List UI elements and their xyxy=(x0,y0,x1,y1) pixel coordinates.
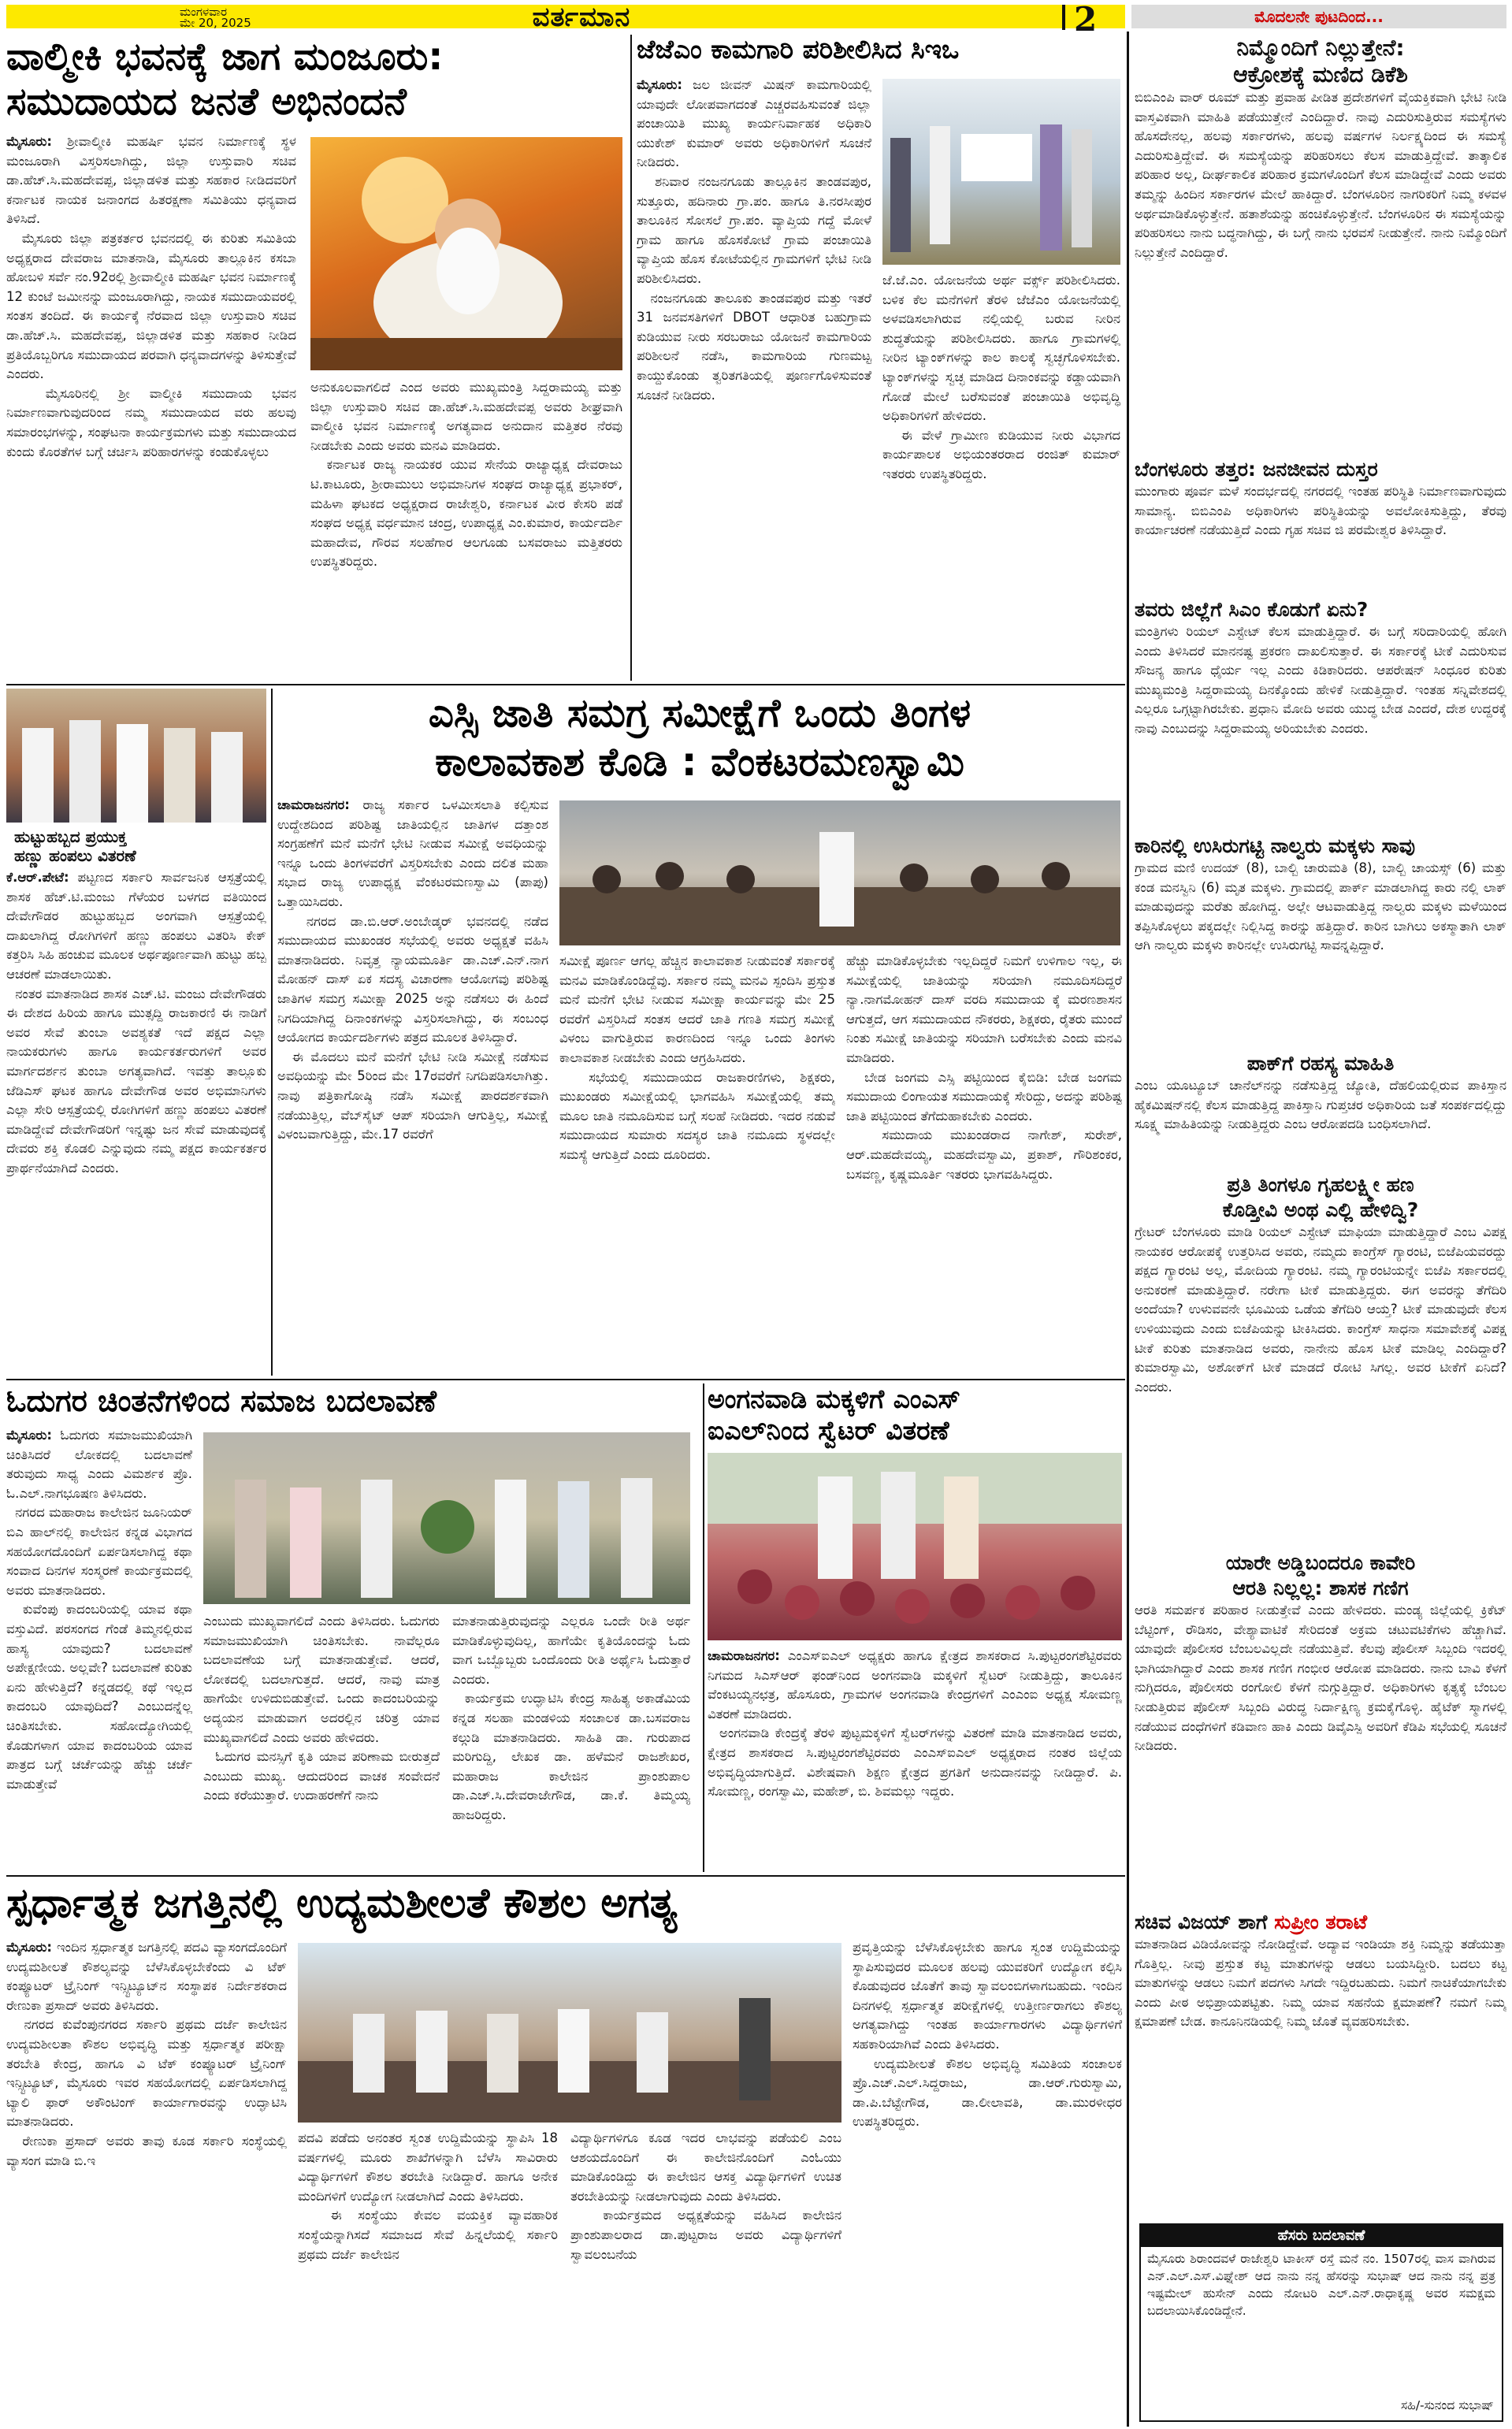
article-birthday xyxy=(6,689,266,1376)
masthead-title: ವರ್ತಮಾನ xyxy=(532,2,631,33)
valmiki-figure-icon xyxy=(310,137,622,370)
right-headline: ಪಾಕ್‌ಗೆ ರಹಸ್ಯ ಮಾಹಿತಿ xyxy=(1246,1052,1395,1075)
article-body-col3: ಹೆಚ್ಚು ಮಾಡಿಕೊಳ್ಳಬೇಕು ಇಲ್ಲದಿದ್ದರೆ ನಿಮಗೆ ಉಳಿಗಾಲ ಇಲ್ಲ, ಈ ಸಮೀಕ್ಷೆಯಲ್ಲಿ ಜಾತಿಯನ್ನು ಸರಿಯಾಗಿ ನಮೂದಿಸದಿದ್ದರೆ ನ್ಯಾ.ನಾಗಮೋಹನ್ ದಾಸ್ ವರದಿ ಸಮುದಾಯ ಕ್ಕೆ ಮರಣಶಾಸನ ಆಗುತ್ತದೆ, ಆಗ ಸಮುದಾಯದ ನೌಕರರು, ಶಿಕ್ಷಕರು, ರೈತರು ಮುಂದೆ ನಿಂತು ಸಮೀಕ್ಷೆ ಜಾತಿಯನ್ನು ಸರಿಯಾಗಿ ಬರೆಸಬೇಕು ಎಂದು ಮನವಿ ಮಾಡಿದರು. ಬೇಡ ಜಂಗಮ ಎಸ್ಸಿ ಪಟ್ಟಿಯಿಂದ ಕೈಬಿಡಿ: ಬೇಡ ಜಂಗಮ ಸಮುದಾಯ ಲಿಂಗಾಯತ ಸಮುದಾಯಕ್ಕೆ ಸೇರಿದ್ದು, ಅದನ್ನು ಪರಿಶಿಷ್ಟ ಜಾತಿ ಪಟ್ಟಿಯಿಂದ ತೆಗೆದುಹಾಕಬೇಕು ಎಂದರು. ಸಮುದಾಯ ಮುಖಂಡರಾದ ನಾಗೇಶ್, ಸುರೇಶ್, ಆರ್.ಮಹದೇವಯ್ಯ, ಮಹದೇವಸ್ವಾಮಿ, ಪ್ರಕಾಶ್, ಗೌರಿಶಂಕರ, ಬಸವಣ್ಣ, ಕೃಷ್ಣಮೂರ್ತಿ ಇತರರು ಭಾಗವಹಿಸಿದ್ದರು. xyxy=(846,953,1122,1182)
article-body-col2: ಎಂಬುದು ಮುಖ್ಯವಾಗಲಿದೆ ಎಂದು ತಿಳಿಸಿದರು. ಓದುಗರು ಸಮಾಜಮುಖಿಯಾಗಿ ಚಿಂತಿಸಬೇಕು. ನಾವೆಲ್ಲರೂ ಬದಲಾವಣೆಯ ಬಗ್ಗೆ ಮಾತನಾಡುತ್ತೇವೆ. ಆದರೆ, ಲೋಕದಲ್ಲಿ ಬದಲಾಗುತ್ತದೆ. ಆದರೆ, ನಾವು ಮಾತ್ರ ಹಾಗೆಯೇ ಉಳಿದುಬಿಡುತ್ತೇವೆ. ಒಂದು ಕಾದಂಬರಿಯನ್ನು ಅದ್ಯಯನ ಮಾಡುವಾಗ ಅದರಲ್ಲಿನ ಚರಿತ್ರ ಯಾವ ಮುಖ್ಯವಾಗಲಿದೆ ಎಂದು ಅವರು ಹೇಳಿದರು. ಓದುಗರ ಮನಸ್ಸಿಗೆ ಕೃತಿ ಯಾವ ಪರಿಣಾಮ ಬೀರುತ್ತದೆ ಎಂಬುದು ಮುಖ್ಯ. ಆದುದರಿಂದ ವಾಚಕ ಸಂವೇದನೆ ಎಂದು ಕರೆಯುತ್ತಾರೆ. ಉದಾಹರಣೆಗೆ ನಾನು xyxy=(203,1614,440,1803)
column-divider xyxy=(1127,32,1129,2427)
divider xyxy=(6,1875,1125,1877)
notice-body: ಮೈಸೂರು ಶಿರಾಂದವಳೆ ರಾಜೇಶ್ವರಿ ಟಾಕೀಸ್ ರಸ್ತೆ ಮನೆ ನಂ. 1507ರಲ್ಲಿ ವಾಸ ವಾಗಿರುವ ಎನ್.ಎಲ್.ಎಸ್.ವಿಘ್ನೇಶ್ ಆದ ನಾನು ನನ್ನ ಹೆಸರನ್ನು ಸುಭಾಷ್ ಆದ ನಾನು ನನ್ನ ಪ್ರತ್ರ ಇಷ್ಟಮೇಲ್ ಹುಸೇನ್ ಎಂದು ನೋಟರಿ ಎಲ್.ಎನ್.ರಾಧಾಕೃಷ್ಣ ಅವರ ಸಮಕ್ಷಮ ಬದಲಾಯಿಸಿಕೊಂಡಿದ್ದೇನೆ. xyxy=(1147,2252,1495,2318)
right-column-continuations xyxy=(1135,35,1506,2427)
continued-from-front-label: ಮೊದಲನೇ ಪುಟದಿಂದ... xyxy=(1131,5,1506,28)
divider xyxy=(6,1379,1125,1380)
divider xyxy=(271,689,273,1376)
fruit-distribution-photo xyxy=(6,689,266,823)
article-body-col2: ಅನುಕೂಲವಾಗಲಿದೆ ಎಂದ ಅವರು ಮುಖ್ಯಮಂತ್ರಿ ಸಿದ್ದರಾಮಯ್ಯ ಮತ್ತು ಜಿಲ್ಲಾ ಉಸ್ತುವಾರಿ ಸಚಿವ ಡಾ.ಹೆಚ್.ಸಿ.ಮಹದೇವಪ್ಪ ಅವರು ಶೀಘ್ರವಾಗಿ ವಾಲ್ಮೀಕಿ ಭವನ ನಿರ್ಮಾಣಕ್ಕೆ ಅಗತ್ಯವಾದ ಅನುದಾನ ಮತ್ತಿತರ ನೆರವು ನೀಡಬೇಕು ಎಂದು ಅವರು ಮನವಿ ಮಾಡಿದರು. ಕರ್ನಾಟಕ ರಾಜ್ಯ ನಾಯಕರ ಯುವ ಸೇನೆಯ ರಾಜ್ಯಾಧ್ಯಕ್ಷ ದೇವರಾಜು ಟಿ.ಕಾಟೂರು, ಶ್ರೀರಾಮುಲು ಅಭಿಮಾನಿಗಳ ಸಂಘದ ರಾಜ್ಯಾಧ್ಯಕ್ಷ ಪ್ರಭಾಕರ್, ಮಹಿಳಾ ಘಟಕದ ಅಧ್ಯಕ್ಷರಾದ ರಾಜೇಶ್ವರಿ, ಕರ್ನಾಟಕ ವೀರ ಕೇಸರಿ ಪಡೆ ಸಂಘದ ಅಧ್ಯಕ್ಷ ವರ್ಧಮಾನ ಚಂದ್ರ, ಉಪಾಧ್ಯಕ್ಷ ಎಂ.ಕುಮಾರ, ಕಾರ್ಯದರ್ಶಿ ಮಹಾದೇವ, ಗೌರವ ಸಲಹೆಗಾರ ಆಲಗೂಡು ಬಸವರಾಜು ಮತ್ತಿತರರು ಉಪಸ್ಥಿತರಿದ್ದರು. xyxy=(310,380,622,570)
meeting-photo xyxy=(559,800,1120,945)
article-body-col1: ಮೈಸೂರು: ಓದುಗರು ಸಮಾಜಮುಖಿಯಾಗಿ ಚಿಂತಿಸಿದರೆ ಲೋಕದಲ್ಲಿ ಬದಲಾವಣೆ ತರುವುದು ಸಾಧ್ಯ ಎಂದು ವಿಮರ್ಶಕ ಪ್ರೊ. ಓ.ಎಲ್.ನಾಗಭೂಷಣ ತಿಳಿಸಿದರು. ನಗರದ ಮಹಾರಾಜ ಕಾಲೇಜಿನ ಜೂನಿಯರ್ ಬಿಎ ಹಾಲ್‌ನಲ್ಲಿ ಕಾಲೇಜಿನ ಕನ್ನಡ ವಿಭಾಗದ ಸಹಯೋಗದೊಂದಿಗೆ ಏರ್ಪಡಿಸಲಾಗಿದ್ದ ಕಥಾ ಸಂವಾದ ದಿನಗಳ ಸಂಸ್ಮರಣೆ ಕಾರ್ಯಕ್ರಮದಲ್ಲಿ ಅವರು ಮಾತನಾಡಿದರು. ಕುವೆಂಪು ಕಾದಂಬರಿಯಲ್ಲಿ ಯಾವ ಕಥಾ ವಸ್ತುವಿದೆ. ಪರಸಂಗದ ಗೆಂಡೆ ತಿಮ್ಮನಲ್ಲಿರುವ ಹಾಸ್ಯ ಯಾವುದು? ಬದಲಾವಣೆ ಅಪೇಕ್ಷಣೀಯ. ಅಲ್ಲವೇ? ಬದಲಾವಣೆ ಕುರಿತು ಏನು ಹೇಳುತ್ತಿದೆ? ಕನ್ನಡದಲ್ಲಿ ಕಥೆ ಇಲ್ಲದ ಕಾದಂಬರಿ ಯಾವುದಿದೆ? ಎಂಬುದನ್ನೆಲ್ಲ ಚಿಂತಿಸಬೇಕು. ಸಹೋದ್ಯೋಗಿಯಲ್ಲಿ ಕೊಡುಗಳಾಗ ಯಾವ ಕಾದಂಬರಿಯ ಯಾವ ಪಾತ್ರದ ಬಗ್ಗೆ ಚರ್ಚೆಯನ್ನು ಹೆಚ್ಚು ಚರ್ಚೆ ಮಾಡುತ್ತೇವೆ xyxy=(6,1428,192,1792)
right-headline: ಬೆಂಗಳೂರು ತತ್ತರ: ಜನಜೀವನ ದುಸ್ತರ xyxy=(1135,458,1378,481)
right-headline: ಕಾರಿನಲ್ಲಿ ಉಸಿರುಗಟ್ಟಿ ನಾಲ್ವರು ಮಕ್ಕಳು ಸಾವು xyxy=(1135,834,1416,857)
article-headline: ಎಸ್ಸಿ ಜಾತಿ ಸಮಗ್ರ ಸಮೀಕ್ಷೆಗೆ ಒಂದು ತಿಂಗಳ ಕಾಲಾವಕಾಶ ಕೊಡಿ : ವೆಂಕಟರಮಣಸ್ವಾಮಿ xyxy=(428,690,971,785)
name-change-notice xyxy=(1139,2223,1503,2422)
article-body-col1: ಚಾಮರಾಜನಗರ: ರಾಜ್ಯ ಸರ್ಕಾರ ಒಳಮೀಸಲಾತಿ ಕಲ್ಪಿಸುವ ಉದ್ದೇಶದಿಂದ ಪರಿಶಿಷ್ಟ ಜಾತಿಯಲ್ಲಿನ ಜಾತಿಗಳ ದತ್ತಾಂಶ ಸಂಗ್ರಹಣೆಗೆ ಮನೆ ಮನೆಗೆ ಭೇಟಿ ನೀಡುವ ಸಮೀಕ್ಷೆ ಅವಧಿಯನ್ನು ಇನ್ನೂ ಒಂದು ತಿಂಗಳವರೆಗೆ ವಿಸ್ತರಿಸಬೇಕು ಎಂದು ದಲಿತ ಮಹಾ ಸಭಾದ ರಾಜ್ಯ ಉಪಾಧ್ಯಕ್ಷ ವೆಂಕಟರಮಣಸ್ವಾಮಿ (ಪಾಪು) ಒತ್ತಾಯಿಸಿದರು. ನಗರದ ಡಾ.ಬಿ.ಆರ್.ಅಂಬೇಡ್ಕರ್ ಭವನದಲ್ಲಿ ನಡೆದ ಸಮುದಾಯದ ಮುಖಂಡರ ಸಭೆಯಲ್ಲಿ ಅವರು ಅಧ್ಯಕ್ಷತೆ ವಹಿಸಿ ಮಾತನಾಡಿದರು. ನಿವೃತ್ತ ನ್ಯಾಯಮೂರ್ತಿ ಡಾ.ಎಚ್.ಎನ್.ನಾಗ ಮೋಹನ್ ದಾಸ್ ಏಕ ಸದಸ್ಯ ವಿಚಾರಣಾ ಆಯೋಗವು ಪರಿಶಿಷ್ಟ ಜಾತಿಗಳ ಸಮಗ್ರ ಸಮೀಕ್ಷಾ 2025 ಅನ್ನು ನಡೆಸಲು ಈ ಹಿಂದೆ ನಿಗದಿಯಾಗಿದ್ದ ದಿನಾಂಕಗಳನ್ನು ವಿಸ್ತರಿಸಲಾಗಿದ್ದು, ಈ ಸಂಬಂಧ ಆಯೋಗದ ಕಾರ್ಯದರ್ಶಿಗಳು ಪತ್ರದ ಮೂಲಕ ತಿಳಿಸಿದ್ದಾರೆ. ಈ ಮೊದಲು ಮನೆ ಮನೆಗೆ ಭೇಟಿ ನೀಡಿ ಸಮೀಕ್ಷೆ ನಡೆಸುವ ಅವಧಿಯನ್ನು ಮೇ 5ರಿಂದ ಮೇ 17ರವರೆಗೆ ನಿಗದಿಪಡಿಸಲಾಗಿತ್ತು. ನಾವು ಪತ್ರಿಕಾಗೋಷ್ಠಿ ನಡೆಸಿ ಸಮೀಕ್ಷೆ ಪಾರದರ್ಶಕವಾಗಿ ನಡೆಯುತ್ತಿಲ್ಲ, ವೆಬ್‌ಸೈಟ್ ಆಪ್ ಸರಿಯಾಗಿ ಆಗುತ್ತಿಲ್ಲ, ಸಮೀಕ್ಷೆ ವಿಳಂಬವಾಗುತ್ತಿದ್ದು, ಮೇ.17 ರವರೆಗೆ xyxy=(277,797,548,1142)
page-number-divider xyxy=(1062,5,1065,30)
article-body: ಚಾಮರಾಜನಗರ: ಎಂಎಸ್‌ಐಎಲ್ ಅಧ್ಯಕ್ಷರು ಹಾಗೂ ಕ್ಷೇತ್ರದ ಶಾಸಕರಾದ ಸಿ.ಪುಟ್ಟರಂಗಶೆಟ್ಟಿರವರು ನಿಗಮದ ಸಿಎಸ್ಆರ್ ಫಂಡ್‌ನಿಂದ ಅಂಗನವಾಡಿ ಮಕ್ಕಳಿಗೆ ಸ್ವೆಟರ್ ನೀಡುತ್ತಿದ್ದು, ತಾಲೂಕಿನ ವೆಂಕಟಯ್ಯನಛತ್ರ, ಹೊಸೂರು, ಗ್ರಾಮಗಳ ಅಂಗನವಾಡಿ ಕೇಂದ್ರಗಳಿಗೆ ಎಂಎಂಐ ಅಧ್ಯಕ್ಷ ಸೋಮಣ್ಣ ವಿತರಣೆ ಮಾಡಿದರು. ಅಂಗನವಾಡಿ ಕೇಂದ್ರಕ್ಕೆ ತೆರಳಿ ಪುಟ್ಟಮಕ್ಕಳಿಗೆ ಸ್ವೆಟರ್‌ಗಳನ್ನು ವಿತರಣೆ ಮಾಡಿ ಮಾತನಾಡಿದ ಅವರು, ಕ್ಷೇತ್ರದ ಶಾಸಕರಾದ ಸಿ.ಪುಟ್ಟರಂಗಶೆಟ್ಟಿರವರು ಎಂಎಸ್‌ಐಎಲ್ ಅಧ್ಯಕ್ಷರಾದ ನಂತರ ಜಿಲ್ಲೆಯ ಅಭಿವೃದ್ಧಿಯಾಗುತ್ತಿದೆ. ವಿಶೇಷವಾಗಿ ಶಿಕ್ಷಣ ಕ್ಷೇತ್ರದ ಪ್ರಗತಿಗೆ ಅನುದಾನವನ್ನು ನೀಡಿದ್ದಾರೆ. ಪಿ. ಸೋಮಣ್ಣ, ರಂಗಸ್ವಾಮಿ, ಮಹೇಶ್, ಬಿ. ಶಿವಮಲ್ಲು ಇದ್ದರು. xyxy=(708,1648,1122,1799)
ceo-inspection-photo xyxy=(882,79,1120,265)
article-anganwadi xyxy=(708,1383,1122,1872)
right-body: ಆರತಿ ಸಮರ್ಪಕ ಪರಿಹಾರ ನೀಡುತ್ತೇವೆ ಎಂದು ಹೇಳಿದರು. ಮಂಡ್ಯ ಜಿಲ್ಲೆಯಲ್ಲಿ ಕ್ರಿಕೆಟ್ ಬೆಟ್ಟಿಂಗ್, ರೌಡಿಸಂ, ವೇಶ್ಯಾವಾಟಿಕೆ ಸೇರಿದಂತೆ ಅಕ್ರಮ ಚಟುವಟಿಕೆಗಳು ಹೆಚ್ಚಾಗಿವೆ. ಯಾವುದೇ ಪೊಲೀಸರ ಬೆಂಬಲವಿಲ್ಲದೇ ನಡೆಯುತ್ತಿವೆ. ಕೆಲವು ಪೊಲೀಸ್ ಸಿಬ್ಬಂದಿ ಇದರಲ್ಲಿ ಭಾಗಿಯಾಗಿದ್ದಾರೆ ಎಂದು ಶಾಸಕ ಗಣಿಗ ಗಂಭೀರ ಆರೋಪ ಮಾಡಿದರು. ನಾನು ಬಾವಿ ಕೆಳಗೆ ನುಗ್ಗಿದರೂ, ಪೊಲೀಸರು ರಂಗೋಲಿ ಕೆಳಗೆ ನುಗ್ಗುತ್ತಿದ್ದಾರೆ. ಅಧಿಕಾರಿಗಳು ಕೃತ್ಯಕ್ಕೆ ಬೆಂಬಲ ನೀಡುತ್ತಿರುವ ಪೊಲೀಸ್ ಸಿಬ್ಬಂದಿ ವಿರುದ್ಧ ನಿರ್ದಾಕ್ಷಿಣ್ಯ ಕ್ರಮಕೈಗೊಳ್ಳಿ. ಹೈಟೆಕ್ ಸ್ಮಾಗಳಲ್ಲಿ ನಡೆಯುವ ದಂಧೆಗಳಿಗೆ ಕಡಿವಾಣ ಹಾಕಿ ಎಂದು ಡಿವೈಎಸ್ಪಿ ಅವರಿಗೆ ಕೆಡಿಪಿ ಸಭೆಯಲ್ಲಿ ಸೂಚನೆ ನೀಡಿದರು. xyxy=(1135,1603,1506,1754)
workshop-photo xyxy=(298,1943,841,2123)
article-body-col2: ಸಮೀಕ್ಷೆ ಪೂರ್ಣ ಆಗಲ್ಲ ಹೆಚ್ಚಿನ ಕಾಲಾವಕಾಶ ನೀಡುವಂತೆ ಸರ್ಕಾರಕ್ಕೆ ಮನವಿ ಮಾಡಿಕೊಂಡಿದ್ದೆವು. ಸರ್ಕಾರ ನಮ್ಮ ಮನವಿ ಸ್ಪಂದಿಸಿ ಪ್ರಸ್ತುತ ಮನೆ ಮನೆಗೆ ಭೇಟಿ ನೀಡುವ ಸಮೀಕ್ಷಾ ಕಾರ್ಯವನ್ನು ಮೇ 25 ರವರೆಗೆ ವಿಸ್ತರಿಸಿದೆ ಸಂತಸ ಆದರೆ ಜಾತಿ ಗಣತಿ ಸಮಗ್ರ ಸಮೀಕ್ಷೆ ವಿಳಂಬ ವಾಗುತ್ತಿರುವ ಕಾರಣದಿಂದ ಇನ್ನೂ ಒಂದು ತಿಂಗಳು ಕಾಲಾವಕಾಶ ನೀಡಬೇಕು ಎಂದು ಆಗ್ರಹಿಸಿದರು. ಸಭೆಯಲ್ಲಿ ಸಮುದಾಯದ ರಾಜಕಾರಣಿಗಳು, ಶಿಕ್ಷಕರು, ಮುಖಂಡರು ಸಮೀಕ್ಷೆಯಲ್ಲಿ ಭಾಗವಹಿಸಿ ಸಮೀಕ್ಷೆಯಲ್ಲಿ ತಮ್ಮ ಮೂಲ ಜಾತಿ ನಮೂದಿಸುವ ಬಗ್ಗೆ ಸಲಹೆ ನೀಡಿದರು. ಇದರ ನಡುವೆ ಸಮುದಾಯದ ಸುಮಾರು ಸದಸ್ಯರ ಜಾತಿ ನಮೂದು ಸ್ಥಳದಲ್ಲೇ ಸಮಸ್ಯೆ ಆಗುತ್ತಿದೆ ಎಂದು ದೂರಿದರು. xyxy=(559,953,835,1162)
right-body: ಮಾತನಾಡಿದ ವಿಡಿಯೋವನ್ನು ನೋಡಿದ್ದೇವೆ. ಅದ್ಯಾವ ಇಂಡಿಯಾ ಶಕ್ತಿ ನಿಮ್ಮನ್ನು ತಡೆಯುತ್ತಾ ಗೊತ್ತಿಲ್ಲ. ನೀವು ಪ್ರಸ್ತುತ ಕಟ್ಟ ಮಾತುಗಳನ್ನು ಆಡಲು ಬಯಸಿದ್ದೀರಿ. ಬದಲು ಕಟ್ಟ ಮಾತುಗಳನ್ನು ಆಡಲು ನಿಮಗೆ ಪದಗಳು ಸಿಗದೇ ಇದ್ದಿರಬಹುದು. ನಿಮಗೆ ನಾಚಿಕೆಯಾಗಬೇಕು ಎಂದು ಪೀಠ ಅಭಿಪ್ರಾಯಪಟ್ಟಿತು. ನಿಮ್ಮ ಯಾವ ಸಹನೆಯ ಕ್ಷಮಾಪಣೆ? ನಮಗೆ ನಿಮ್ಮ ಕ್ಷಮಾಪಣೆ ಬೇಡ. ಕಾನೂನಿನಡಿಯಲ್ಲಿ ನಿಮ್ಮ ಜೊತೆ ವ್ಯವಹರಿಸಬೇಕು. xyxy=(1135,1937,1506,2030)
divider xyxy=(630,35,632,681)
article-body-col1: ಮೈಸೂರು: ಶ್ರೀವಾಲ್ಮೀಕಿ ಮಹರ್ಷಿ ಭವನ ನಿರ್ಮಾಣಕ್ಕೆ ಸ್ಥಳ ಮಂಜೂರಾಗಿ ವಿಸ್ತರಿಸಲಾಗಿದ್ದು, ಜಿಲ್ಲಾ ಉಸ್ತುವಾರಿ ಸಚಿವ ಡಾ.ಹೆಚ್.ಸಿ.ಮಹದೇವಪ್ಪ, ಜಿಲ್ಲಾಡಳಿತ ಮತ್ತು ಸಹಕಾರ ನೀಡಿದವರಿಗೆ ಕರ್ನಾಟಕ ನಾಯಕ ಜನಾಂಗದ ಹಿತರಕ್ಷಣಾ ಸಮಿತಿಯು ಧನ್ಯವಾದ ತಿಳಿಸಿದೆ. ಮೈಸೂರು ಜಿಲ್ಲಾ ಪತ್ರಕರ್ತರ ಭವನದಲ್ಲಿ ಈ ಕುರಿತು ಸಮಿತಿಯ ಅಧ್ಯಕ್ಷರಾದ ದೇವರಾಜ ಮಾತನಾಡಿ, ಮೈಸೂರು ತಾಲ್ಲೂಕಿನ ಕಸಬಾ ಹೋಬಳಿ ಸರ್ವೆ ನಂ.92ರಲ್ಲಿ ಶ್ರೀವಾಲ್ಮೀಕಿ ಮಹರ್ಷಿ ಭವನ ನಿರ್ಮಾಣಕ್ಕೆ 12 ಕುಂಟೆ ಜಮೀನನ್ನು ಮಂಜೂರಾಗಿದ್ದು, ನಾಯಕ ಸಮುದಾಯವರಲ್ಲಿ ಸಂತಸ ತಂದಿದೆ. ಈ ಕಾರ್ಯಕ್ಕೆ ನೆರವಾದ ಜಿಲ್ಲಾ ಉಸ್ತುವಾರಿ ಸಚಿವ ಡಾ.ಹೆಚ್.ಸಿ. ಮಹದೇವಪ್ಪ, ಜಿಲ್ಲಾಡಳಿತ ಮತ್ತು ಸಹಕಾರ ನೀಡಿದ ಪ್ರತಿಯೊಬ್ಬರಿಗೂ ಸಮುದಾಯದ ಪರವಾಗಿ ಧನ್ಯವಾದಗಳನ್ನು ತಿಳಿಸುತ್ತೇವೆ ಎಂದರು. ಮೈಸೂರಿನಲ್ಲಿ ಶ್ರೀ ವಾಲ್ಮೀಕಿ ಸಮುದಾಯ ಭವನ ನಿರ್ಮಾಣವಾಗುವುದರಿಂದ ನಮ್ಮ ಸಮುದಾಯದ ವರು ಹಲವು ಸಮಾರಂಭಗಳನ್ನು, ಸಂಘಟನಾ ಕಾರ್ಯಕ್ರಮಗಳು ಮತ್ತು ಸಮುದಾಯದ ಕುಂದು ಕೊರತೆಗಳ ಬಗ್ಗೆ ಚರ್ಚಿಸಿ ಪರಿಹಾರಗಳನ್ನು ಕಂಡುಕೊಳ್ಳಲು xyxy=(6,134,296,459)
people-group-icon xyxy=(882,79,1120,265)
notice-title: ಹೆಸರು ಬದಲಾವಣೆ xyxy=(1141,2225,1502,2247)
article-valmiki xyxy=(6,35,627,681)
people-group-icon xyxy=(559,800,1120,945)
article-headline: ಅಂಗನವಾಡಿ ಮಕ್ಕಳಿಗೆ ಎಂಎಸ್ ಐಎಲ್‌ನಿಂದ ಸ್ವೆಟರ್ ವಿತರಣೆ xyxy=(708,1383,960,1446)
article-body-col2: ಜೆ.ಜೆ.ಎಂ. ಯೋಜನೆಯ ಅರ್ಥ ವರ್ಕ್ಸ್ ಪರಿಶೀಲಿಸಿದರು. ಬಳಿಕ ಕೆಲ ಮನೆಗಳಿಗೆ ತೆರಳಿ ಜೆಜೆಎಂ ಯೋಜನೆಯಲ್ಲಿ ಅಳವಡಿಸಲಾಗಿರುವ ನಲ್ಲಿಯಲ್ಲಿ ಬರುವ ನೀರಿನ ಶುದ್ಧತೆಯನ್ನು ಪರಿಶೀಲಿಸಿದರು. ಹಾಗೂ ಗ್ರಾಮಗಳಲ್ಲಿ ನೀರಿನ ಟ್ಯಾಂಕ್‌ಗಳನ್ನು ಕಾಲ ಕಾಲಕ್ಕೆ ಸ್ವಚ್ಛಗೊಳಿಸಬೇಕು. ಟ್ಯಾಂಕ್‌ಗಳನ್ನು ಸ್ವಚ್ಛ ಮಾಡಿದ ದಿನಾಂಕವನ್ನು ಕಡ್ಡಾಯವಾಗಿ ಗೋಡೆ ಮೇಲೆ ಬರೆಸುವಂತೆ ಪಂಚಾಯಿತಿ ಅಭಿವೃದ್ಧಿ ಅಧಿಕಾರಿಗಳಿಗೆ ಹೇಳಿದರು. ಈ ವೇಳೆ ಗ್ರಾಮೀಣ ಕುಡಿಯುವ ನೀರು ವಿಭಾಗದ ಕಾರ್ಯಪಾಲಕ ಅಭಿಯಂತರರಾದ ರಂಜಿತ್ ಕುಮಾರ್ ಇತರರು ಉಪಸ್ಥಿತರಿದ್ದರು. xyxy=(882,273,1120,481)
right-body: ಮುಂಗಾರು ಪೂರ್ವ ಮಳೆ ಸಂದರ್ಭದಲ್ಲಿ ನಗರದಲ್ಲಿ ಇಂತಹ ಪರಿಸ್ಥಿತಿ ನಿರ್ಮಾಣವಾಗುವುದು ಸಾಮಾನ್ಯ. ಬಿಬಿಎಂಪಿ ಅಧಿಕಾರಿಗಳು ಪರಿಸ್ಥಿತಿಯನ್ನು ಅವಲೋಕಿಸುತ್ತಿದ್ದು, ತೆರವು ಕಾರ್ಯಾಚರಣೆ ನಡೆಯುತ್ತಿದೆ ಎಂದು ಗೃಹ ಸಚಿವ ಜಿ ಪರಮೇಶ್ವರ ತಿಳಿಸಿದ್ದಾರೆ. xyxy=(1135,484,1506,538)
right-body: ಮಂತ್ರಿಗಳು ರಿಯಲ್ ಎಸ್ಟೇಟ್ ಕೆಲಸ ಮಾಡುತ್ತಿದ್ದಾರೆ. ಈ ಬಗ್ಗೆ ಸರಿದಾರಿಯಲ್ಲಿ ಹೋಗಿ ಎಂದು ತಿಳಿಸಿದರೆ ಮಾನನಷ್ಟ ಪ್ರಕರಣ ದಾಖಲಿಸುತ್ತಾರೆ. ಈ ಸರ್ಕಾರಕ್ಕೆ ಟೀಕೆ ಎದುರಿಸುವ ಸೌಜನ್ಯ ಹಾಗೂ ಧೈರ್ಯ ಇಲ್ಲ ಎಂದು ಕಿಡಿಕಾರಿದರು. ಆಪರೇಷನ್ ಸಿಂಧೂರ ಕುರಿತು ಮುಖ್ಯಮಂತ್ರಿ ಸಿದ್ದರಾಮಯ್ಯ ದಿನಕ್ಕೊಂದು ಹೇಳಿಕೆ ನೀಡುತ್ತಿದ್ದಾರೆ. ಇಂತಹ ಸನ್ನಿವೇಶದಲ್ಲಿ ಎಲ್ಲರೂ ಒಗ್ಗಟ್ಟಾಗಿರಬೇಕು. ಪ್ರಧಾನಿ ಮೋದಿ ಅವರು ಯುದ್ಧ ಬೇಡ ಎಂದರೆ, ದೇಶ ಉದ್ದರಕ್ಕೆ ನಾವು ಎಂಬುದನ್ನು ಸಿದ್ದರಾಮಯ್ಯ ಅರಿಯಬೇಕು ಎಂದರು. xyxy=(1135,624,1506,736)
article-headline: ಓದುಗರ ಚಿಂತನೆಗಳಿಂದ ಸಮಾಜ ಬದಲಾವಣೆ xyxy=(6,1383,437,1418)
right-headline: ಯಾರೇ ಅಡ್ಡಿಬಂದರೂ ಕಾವೇರಿ ಆರತಿ ನಿಲ್ಲಲ್ಲ: ಶಾಸಕ ಗಣಿಗ xyxy=(1225,1551,1416,1599)
article-readers xyxy=(6,1383,700,1872)
masthead-day-date: ಮಂಗಳವಾರ ಮೇ 20, 2025 xyxy=(180,5,251,30)
right-headline: ಸಚಿವ ವಿಜಯ್ ಶಾಗೆ ಸುಪ್ರೀಂ ತರಾಟೆ xyxy=(1135,1911,1368,1933)
valmiki-portrait-photo xyxy=(310,137,622,370)
right-headline: ನಿಮ್ಮೊಂದಿಗೆ ನಿಲ್ಲುತ್ತೇನೆ: ಆಕ್ರೋಶಕ್ಕೆ ಮಣಿದ ಡಿಕೆಶಿ xyxy=(1233,35,1408,87)
right-headline: ಪ್ರತಿ ತಿಂಗಳೂ ಗೃಹಲಕ್ಷ್ಮೀ ಹಣ ಕೊಡ್ತೀವಿ ಅಂಥ ಎಲ್ಲಿ ಹೇಳಿದ್ವಿ? xyxy=(1222,1173,1419,1221)
article-sc-survey xyxy=(277,689,1122,1376)
notice-signature: ಸಹಿ/-ಸುನಂದ ಸುಭಾಷ್ xyxy=(1400,2398,1494,2412)
book-event-photo xyxy=(203,1432,690,1604)
article-body-col1: ಮೈಸೂರು: ಜಲ ಜೀವನ್ ಮಿಷನ್ ಕಾಮಗಾರಿಯಲ್ಲಿ ಯಾವುದೇ ಲೋಪವಾಗದಂತೆ ಎಚ್ಚರವಹಿಸುವಂತೆ ಜಿಲ್ಲಾ ಪಂಚಾಯಿತಿ ಮುಖ್ಯ ಕಾರ್ಯನಿರ್ವಾಹಕ ಅಧಿಕಾರಿ ಯುಕೇಶ್ ಕುಮಾರ್ ಅವರು ಅಧಿಕಾರಿಗಳಿಗೆ ಸೂಚನೆ ನೀಡಿದರು. ಶನಿವಾರ ನಂಜನಗೂಡು ತಾಲ್ಲೂಕಿನ ತಾಂಡವಪುರ, ಸುತ್ತೂರು, ಹದಿನಾರು ಗ್ರಾ.ಪಂ. ಹಾಗೂ ತಿ.ನರಸೀಪುರ ತಾಲೂಕಿನ ಸೋಸಲೆ ಗ್ರಾ.ಪಂ. ವ್ಯಾಪ್ತಿಯ ಗದ್ದೆ ಮೋಳೆ ಗ್ರಾಮ ಹಾಗೂ ಹೊಸಕೋಟೆ ಗ್ರಾಮ ಪಂಚಾಯಿತಿ ವ್ಯಾಪ್ತಿಯ ಹೊಸ ಕೋಟೆಯಲ್ಲಿನ ಗ್ರಾಮಗಳಿಗೆ ಭೇಟಿ ನೀಡಿ ಪರಿಶೀಲಿಸಿದರು. ನಂಜನಗೂಡು ತಾಲೂಕು ತಾಂಡವಪುರ ಮತ್ತು ಇತರೆ 31 ಜನವಸತಿಗಳಿಗೆ DBOT ಆಧಾರಿತ ಬಹುಗ್ರಾಮ ಕುಡಿಯುವ ನೀರು ಸರಬರಾಜು ಯೋಜನೆ ಕಾಮಗಾರಿಯ ಪರಿಶೀಲನೆ ನಡೆಸಿ, ಕಾಮಗಾರಿಯ ಗುಣಮಟ್ಟ ಕಾಯ್ದುಕೊಂಡು ತ್ವರಿತಗತಿಯಲ್ಲಿ ಪೂರ್ಣಗೊಳಿಸುವಂತೆ ಸೂಚನೆ ನೀಡಿದರು. xyxy=(637,77,871,403)
divider xyxy=(6,684,1125,685)
page-number: 2 xyxy=(1074,0,1098,39)
article-headline: ವಾಲ್ಮೀಕಿ ಭವನಕ್ಕೆ ಜಾಗ ಮಂಜೂರು: ಸಮುದಾಯದ ಜನತೆ ಅಭಿನಂದನೆ xyxy=(6,35,444,124)
right-body: ಗ್ರಾಮದ ಮಣಿ ಉದಯ್ (8), ಬಾಲ್ಬಿ ಚಾರುಮತಿ (8), ಬಾಲ್ಬಿ ಚಾಯಸ್ಸ್ (6) ಮತ್ತು ಕಂಡ ಮನಸ್ವಿನಿ (6) ಮೃತ ಮಕ್ಕಳು. ಗ್ರಾಮದಲ್ಲಿ ಪಾರ್ಕ್ ಮಾಡಲಾಗಿದ್ದ ಕಾರು ನಲ್ಲಿ ಲಾಕ್ ಮಾಡುವುದನ್ನು ಮರೆತು ಹೋಗಿದ್ದ. ಅಲ್ಲೇ ಆಟವಾಡುತ್ತಿದ್ದ ನಾಲ್ವರು ಮಕ್ಕಳು ಮಳೆಯಿಂದ ತಪ್ಪಿಸಿಕೊಳ್ಳಲು ಪಕ್ಕದಲ್ಲೇ ನಿಲ್ಲಿಸಿದ್ದ ಕಾರನ್ನು ಹತ್ತಿದ್ದಾರೆ. ಕಾರಿನ ಬಾಗಿಲು ಅಕಸ್ಮಾತಾಗಿ ಲಾಕ್ ಆಗಿ ನಾಲ್ವರು ಮಕ್ಕಳು ಕಾರಿನಲ್ಲೇ ಉಸಿರುಗಟ್ಟಿ ಸಾವನ್ನಪ್ಪಿದ್ದಾರೆ. xyxy=(1135,860,1506,953)
article-entrepreneurship xyxy=(6,1880,1122,2427)
article-headline: ಜೆಜೆಎಂ ಕಾಮಗಾರಿ ಪರಿಶೀಲಿಸಿದ ಸಿಇಒ xyxy=(637,34,960,65)
photo-caption: ಹುಟ್ಟುಹಬ್ಬದ ಪ್ರಯುಕ್ತ ಹಣ್ಣು ಹಂಪಲು ವಿತರಣೆ xyxy=(14,827,136,865)
people-group-icon xyxy=(203,1432,690,1604)
right-headline: ತವರು ಜಿಲ್ಲೆಗೆ ಸಿಎಂ ಕೊಡುಗೆ ಏನು? xyxy=(1135,598,1369,621)
children-group-icon xyxy=(708,1453,1122,1640)
divider xyxy=(703,1383,704,1872)
sweater-distribution-photo xyxy=(708,1453,1122,1640)
right-body: ಬಿಬಿಎಂಪಿ ವಾರ್ ರೂಮ್ ಮತ್ತು ಪ್ರವಾಹ ಪೀಡಿತ ಪ್ರದೇಶಗಳಿಗೆ ವೈಯಕ್ತಿಕವಾಗಿ ಭೇಟಿ ನೀಡಿ ವಾಸ್ತವಿಕವಾಗಿ ಮಾಹಿತಿ ಪಡೆಯುತ್ತೇನೆ ಎಂದಿದ್ದಾರೆ. ನಾವು ಎದುರಿಸುತ್ತಿರುವ ಸಮಸ್ಯೆಗಳು ಹೊಸದೇನಲ್ಲ, ಹಲವು ಸರ್ಕಾರಗಳು, ಹಲವು ವರ್ಷಗಳ ನಿರ್ಲಕ್ಷ್ಯದಿಂದ ಈ ಸಮಸ್ಯೆ ಎದುರಿಸುತ್ತಿದ್ದೇವೆ. ಈ ಸಮಸ್ಯೆಯನ್ನು ಪರಿಹರಿಸಲು ಕೆಲಸ ಮಾಡುತ್ತಿದ್ದೇವೆ. ತಾತ್ಕಾಲಿಕ ಪರಿಹಾರ ಅಲ್ಲ, ದೀರ್ಘಕಾಲಿಕ ಪರಿಹಾರ ಕ್ರಮಗಳೊಂದಿಗೆ ಕೆಲಸ ಮಾಡಿದ್ದೇವೆ ಎಂದು ಅವರು ತಮ್ಮನ್ನು ಹಿಂದಿನ ಸರ್ಕಾರಗಳ ಮೇಲೆ ಹಾಕಿದ್ದಾರೆ. ಬೆಂಗಳೂರಿನ ನಾಗರಿಕರಿಗೆ ನಿಮ್ಮ ಕಳವಳ ಅರ್ಥಮಾಡಿಕೊಳ್ಳುತ್ತೇನೆ. ಹತಾಶೆಯನ್ನು ಹಂಚಿಕೊಳ್ಳುತ್ತೇನೆ. ಬೆಂಗಳೂರಿನ ಈ ಸಮಸ್ಯೆಯನ್ನು ಪರಿಹರಿಸಲು ನಾನು ಬದ್ಧನಾಗಿದ್ದು, ಈ ಬಗ್ಗೆ ನಾನು ಭರವಸೆ ನೀಡುತ್ತೇನೆ. ನಾನು ನಿಮ್ಮೊಂದಿಗೆ ನಿಲ್ಲುತ್ತೇನೆ ಎಂದಿದ್ದಾರೆ. xyxy=(1135,90,1506,260)
article-jjm xyxy=(637,35,1122,681)
article-body-col1: ಮೈಸೂರು: ಇಂದಿನ ಸ್ಪರ್ಧಾತ್ಮಕ ಜಗತ್ತಿನಲ್ಲಿ ಪದವಿ ವ್ಯಾಸಂಗದೊಂದಿಗೆ ಉದ್ಯಮಶೀಲತೆ ಕೌಶಲ್ಯವನ್ನು ಬೆಳೆಸಿಕೊಳ್ಳಬೇಕೆಂದು ವಿ ಟೆಕ್ ಕಂಪ್ಯೂಟರ್ ಟ್ರೈನಿಂಗ್ ಇನ್ಸ್ಟಿಟ್ಯೂಟ್‌ನ ಸಂಸ್ಥಾಪಕ ನಿರ್ದೇಶಕರಾದ ರೇಣುಕಾ ಪ್ರಸಾದ್ ಅವರು ತಿಳಿಸಿದರು. ನಗರದ ಕುವೆಂಪುನಗರದ ಸರ್ಕಾರಿ ಪ್ರಥಮ ದರ್ಜೆ ಕಾಲೇಜಿನ ಉದ್ಯಮಶೀಲತಾ ಕೌಶಲ ಅಭಿವೃದ್ಧಿ ಮತ್ತು ಸ್ಪರ್ಧಾತ್ಮಕ ಪರೀಕ್ಷಾ ತರಬೇತಿ ಕೇಂದ್ರ, ಹಾಗೂ ವಿ ಟೆಕ್ ಕಂಪ್ಯೂಟರ್ ಟ್ರೈನಿಂಗ್ ಇನ್ಸ್ಟಿಟ್ಯೂಟ್, ಮೈಸೂರು ಇವರ ಸಹಯೋಗದಲ್ಲಿ ಏರ್ಪಡಿಸಲಾಗಿದ್ದ ಟ್ಯಾಲಿ ಫಾರ್ ಅಕೌಂಟಿಂಗ್ ಕಾರ್ಯಾಗಾರವನ್ನು ಉದ್ಘಾಟಿಸಿ ಮಾತನಾಡಿದರು. ರೇಣುಕಾ ಪ್ರಸಾದ್ ಅವರು ತಾವು ಕೂಡ ಸರ್ಕಾರಿ ಸಂಸ್ಥೆಯಲ್ಲಿ ವ್ಯಾಸಂಗ ಮಾಡಿ ಬಿ.ಇ xyxy=(6,1940,287,2168)
article-headline: ಸ್ಪರ್ಧಾತ್ಮಕ ಜಗತ್ತಿನಲ್ಲಿ ಉದ್ಯಮಶೀಲತೆ ಕೌಶಲ ಅಗತ್ಯ xyxy=(6,1880,678,1927)
right-body: ಗ್ರೇಟರ್ ಬೆಂಗಳೂರು ಮಾಡಿ ರಿಯಲ್ ಎಸ್ಟೇಟ್ ಮಾಫಿಯಾ ಮಾಡುತ್ತಿದ್ದಾರೆ ಎಂಬ ವಿಪಕ್ಷ ನಾಯಕರ ಆರೋಪಕ್ಕೆ ಉತ್ತರಿಸಿದ ಅವರು, ನಮ್ಮದು ಕಾಂಗ್ರೆಸ್ ಗ್ಯಾರಂಟಿ, ಬಿಜೆಪಿಯವರದ್ದು ಪಕ್ಷದ ಗ್ಯಾರಂಟಿ ಅಲ್ಲ, ಮೋದಿಯ ಗ್ಯಾರಂಟಿ. ನಮ್ಮ ಗ್ಯಾರಂಟಿಯನ್ನೇ ಬಿಜೆಪಿ ಸರ್ಕಾರದಲ್ಲಿ ಅನುಕರಣೆ ಮಾಡುತ್ತಿದ್ದಾರೆ. ನರೇಗಾ ಟೀಕೆ ಮಾಡುತ್ತಿದ್ದರು. ಈಗ ಅವರನ್ನು ತೆಗೆದಿರಿ ಅಂದೆಯಾ? ಉಳುವವನೇ ಭೂಮಿಯ ಒಡೆಯ ತೆಗೆದಿರಿ ಆಯ್ತ? ಟೀಕೆ ಮಾಡುವುದೇ ಕೆಲಸ ಉಳಿಯುವುದು ಎಂದು ಬಿಜೆಪಿಯನ್ನು ಟೀಕಿಸಿದರು. ಕಾಂಗ್ರೆಸ್ ಸಾಧನಾ ಸಮಾವೇಶಕ್ಕೆ ವಿಪಕ್ಷ ಟೀಕೆ ಕುರಿತು ಮಾತನಾಡಿದ ಅವರು, ನಾನೇನು ಹೊಸ ಟೀಕೆ ಮಾಡಿಲ್ಲ ಎಂದಿದ್ದಾರೆ? ಕುಮಾರಸ್ವಾಮಿ, ಅಶೋಕ್‌ಗೆ ಟೀಕೆ ಮಾಡದೆ ರೋಟಿ ಸಿಗಲ್ಲ. ಅವರ ಟೀಕೆಗೆ ಏನಿದೆ? ಎಂದರು. xyxy=(1135,1224,1506,1395)
right-body: ಎಂಬ ಯೂಟ್ಯೂಬ್ ಚಾನೆಲ್‌ನನ್ನು ನಡೆಸುತ್ತಿದ್ದ ಜ್ಯೋತಿ, ದೆಹಲಿಯಲ್ಲಿರುವ ಪಾಕಿಸ್ತಾನ ಹೈಕಮಿಷನ್‌ನಲ್ಲಿ ಕೆಲಸ ಮಾಡುತ್ತಿದ್ದ ಪಾಕಿಸ್ತಾನಿ ಗುಪ್ತಚರ ಅಧಿಕಾರಿಯ ಜತೆ ಸಂಪರ್ಕದಲ್ಲಿದ್ದು ಸೂಕ್ಷ್ಮ ಮಾಹಿತಿಯನ್ನು ನೀಡುತ್ತಿದ್ದರು ಎಂಬ ಆರೋಪದಡಿ ಬಂಧಿಸಲಾಗಿದೆ. xyxy=(1135,1078,1506,1132)
article-body-col2: ಪದವಿ ಪಡೆದು ಅನಂತರ ಸ್ವಂತ ಉದ್ದಿಮೆಯನ್ನು ಸ್ಥಾಪಿಸಿ 18 ವರ್ಷಗಳಲ್ಲಿ ಮೂರು ಶಾಖೆಗಳನ್ನಾಗಿ ಬೆಳೆಸಿ ಸಾವಿರಾರು ವಿದ್ಯಾರ್ಥಿಗಳಿಗೆ ಕೌಶಲ ತರಬೇತಿ ನೀಡಿದ್ದಾರೆ. ಹಾಗೂ ಅನೇಕ ಮಂದಿಗಳಿಗೆ ಉದ್ಯೋಗ ನೀಡಲಾಗಿದೆ ಎಂದು ತಿಳಿಸಿದರು. ಈ ಸಂಸ್ಥೆಯು ಕೇವಲ ವಯಕ್ತಿಕ ವ್ಯಾವಹಾರಿಕ ಸಂಸ್ಥೆಯನ್ನಾಗಿಸದೆ ಸಮಾಜದ ಸೇವೆ ಹಿನ್ನಲೆಯಲ್ಲಿ ಸರ್ಕಾರಿ ಪ್ರಥಮ ದರ್ಜೆ ಕಾಲೇಜಿನ xyxy=(298,2130,558,2262)
article-body: ಕೆ.ಆರ್.ಪೇಟೆ: ಪಟ್ಟಣದ ಸರ್ಕಾರಿ ಸಾರ್ವಜನಿಕ ಆಸ್ಪತ್ರೆಯಲ್ಲಿ ಶಾಸಕ ಹೆಚ್.ಟಿ.ಮಂಜು ಗೆಳೆಯರ ಬಳಗದ ವತಿಯಿಂದ ದೇವೇಗೌಡರ ಹುಟ್ಟುಹಬ್ಬದ ಅಂಗವಾಗಿ ಆಸ್ಪತ್ರೆಯಲ್ಲಿ ದಾಖಲಾಗಿದ್ದ ರೋಗಿಗಳಿಗೆ ಹಣ್ಣು ಹಂಪಲು ವಿತರಿಸಿ ಕೇಕ್ ಕತ್ತರಿಸಿ ಸಿಹಿ ಹಂಚುವ ಮೂಲಕ ಅರ್ಥಪೂರ್ಣವಾಗಿ ಹುಟ್ಟು ಹಬ್ಬ ಆಚರಣೆ ಮಾಡಲಾಯಿತು. ನಂತರ ಮಾತನಾಡಿದ ಶಾಸಕ ಎಚ್.ಟಿ. ಮಂಜು ದೇವೇಗೌಡರು ಈ ದೇಶದ ಹಿರಿಯ ಹಾಗೂ ಮುತ್ಸದ್ದಿ ರಾಜಕಾರಣಿ ಈ ನಾಡಿಗೆ ಅವರ ಸೇವೆ ತುಂಬಾ ಅವಶ್ಯಕತೆ ಇದೆ ಪಕ್ಷದ ಎಲ್ಲಾ ನಾಯಕರುಗಳು ಹಾಗೂ ಕಾರ್ಯಕರ್ತರುಗಳಿಗೆ ಅವರ ಮಾರ್ಗದರ್ಶನ ತುಂಬಾ ಅಗತ್ಯವಾಗಿದೆ. ಇವತ್ತು ತಾಲ್ಲೂಕು ಜೆಡಿಎಸ್ ಘಟಕ ಹಾಗೂ ದೇವೇಗೌಡ ಅವರ ಅಭಿಮಾನಿಗಳು ಎಲ್ಲಾ ಸೇರಿ ಆಸ್ಪತ್ರೆಯಲ್ಲಿ ರೋಗಿಗಳಿಗೆ ಹಣ್ಣು ಹಂಪಲು ವಿತರಣೆ ಮಾಡಿದ್ದೇವೆ ದೇವೇಗೌಡರಿಗೆ ಇನ್ನಷ್ಟು ಜನ ಸೇವೆ ಮಾಡುವುದಕ್ಕೆ ದೇವರು ಶಕ್ತಿ ಕೊಡಲಿ ಎನ್ನುವುದು ನಮ್ಮ ಪಕ್ಷದ ಕಾರ್ಯಕರ್ತರ ಪ್ರಾರ್ಥನೆಯಾಗಿದೆ ಎಂದರು. xyxy=(6,870,266,1176)
article-body-col3: ವಿದ್ಯಾರ್ಥಿಗಳಿಗೂ ಕೂಡ ಇದರ ಲಾಭವನ್ನು ಪಡೆಯಲಿ ಎಂಬ ಆಶಯದೊಂದಿಗೆ ಈ ಕಾಲೇಜಿನೊಂದಿಗೆ ಎಂಓಯು ಮಾಡಿಕೊಂಡಿದ್ದು ಈ ಕಾಲೇಜಿನ ಆಸಕ್ತ ವಿದ್ಯಾರ್ಥಿಗಳಿಗೆ ಉಚಿತ ತರಬೇತಿಯನ್ನು ನೀಡಲಾಗುವುದು ಎಂದು ತಿಳಿಸಿದರು. ಕಾರ್ಯಕ್ರಮದ ಅಧ್ಯಕ್ಷತೆಯನ್ನು ವಹಿಸಿದ ಕಾಲೇಜಿನ ಪ್ರಾಂಶುಪಾಲರಾದ ಡಾ.ಪುಟ್ಟರಾಜ ಅವರು ವಿದ್ಯಾರ್ಥಿಗಳಿಗೆ ಸ್ವಾವಲಂಬನೆಯ xyxy=(570,2130,841,2262)
masthead-bar xyxy=(6,0,1125,39)
people-group-icon xyxy=(6,689,266,823)
people-group-icon xyxy=(298,1943,841,2123)
article-body-col3: ಮಾತನಾಡುತ್ತಿರುವುದನ್ನು ಎಲ್ಲರೂ ಒಂದೇ ರೀತಿ ಅರ್ಥ ಮಾಡಿಕೊಳ್ಳುವುದಿಲ್ಲ, ಹಾಗೆಯೇ ಕೃತಿಯೊಂದನ್ನು ಓದು ವಾಗ ಒಬ್ಬೊಬ್ಬರು ಒಂದೊಂದು ರೀತಿ ಅರ್ಥೈಸಿ ಓದುತ್ತಾರೆ ಎಂದರು. ಕಾರ್ಯಕ್ರಮ ಉದ್ಘಾಟಿಸಿ ಕೇಂದ್ರ ಸಾಹಿತ್ಯ ಅಕಾಡೆಮಿಯ ಕನ್ನಡ ಸಲಹಾ ಮಂಡಳಿಯ ಸಂಚಾಲಕ ಡಾ.ಬಸವರಾಜ ಕಲ್ಗುಡಿ ಮಾತನಾಡಿದರು. ಸಾಹಿತಿ ಡಾ. ಗುರುಪಾದ ಮರಿಗುದ್ದಿ, ಲೇಖಕ ಡಾ. ಹಳೆಮನೆ ರಾಜಶೇಖರ, ಮಹಾರಾಜ ಕಾಲೇಜಿನ ಪ್ರಾಂಶುಪಾಲ ಡಾ.ಎಚ್.ಸಿ.ದೇವರಾಜೇಗೌಡ, ಡಾ.ಕೆ. ತಿಮ್ಮಯ್ಯ ಹಾಜರಿದ್ದರು. xyxy=(452,1614,690,1822)
article-body-col4: ಪ್ರವೃತ್ತಿಯನ್ನು ಬೆಳೆಸಿಕೊಳ್ಳಬೇಕು ಹಾಗೂ ಸ್ವಂತ ಉದ್ದಿಮೆಯನ್ನು ಸ್ಥಾಪಿಸುವುದರ ಮೂಲಕ ಹಲವು ಯುವಕರಿಗೆ ಉದ್ಯೋಗ ಕಲ್ಪಿಸಿ ಕೊಡುವುದರ ಜೊತೆಗೆ ತಾವು ಸ್ವಾವಲಂಬಿಗಳಾಗಬಹುದು. ಇಂದಿನ ದಿನಗಳಲ್ಲಿ ಸ್ಪರ್ಧಾತ್ಮಕ ಪರೀಕ್ಷೆಗಳಲ್ಲಿ ಉತ್ತೀರ್ಣರಾಗಲು ಕೌಶಲ್ಯ ಅಗತ್ಯವಾಗಿದ್ದು ಇಂತಹ ಕಾರ್ಯಾಗಾರಗಳು ವಿದ್ಯಾರ್ಥಿಗಳಿಗೆ ಸಹಕಾರಿಯಾಗಿವೆ ಎಂದು ತಿಳಿಸಿದರು. ಉದ್ಯಮಶೀಲತೆ ಕೌಶಲ ಅಭಿವೃದ್ಧಿ ಸಮಿತಿಯ ಸಂಚಾಲಕ ಪ್ರೊ.ಎಚ್.ಎಲ್.ಸಿದ್ದರಾಜು, ಡಾ.ಆರ್.ಗುರುಸ್ವಾಮಿ, ಡಾ.ಪಿ.ಬೆಟ್ಟೇಗೌಡ, ಡಾ.ಲೀಲಾವತಿ, ಡಾ.ಮುರಳೀಧರ ಉಪಸ್ಥಿತರಿದ್ದರು. xyxy=(853,1940,1122,2130)
